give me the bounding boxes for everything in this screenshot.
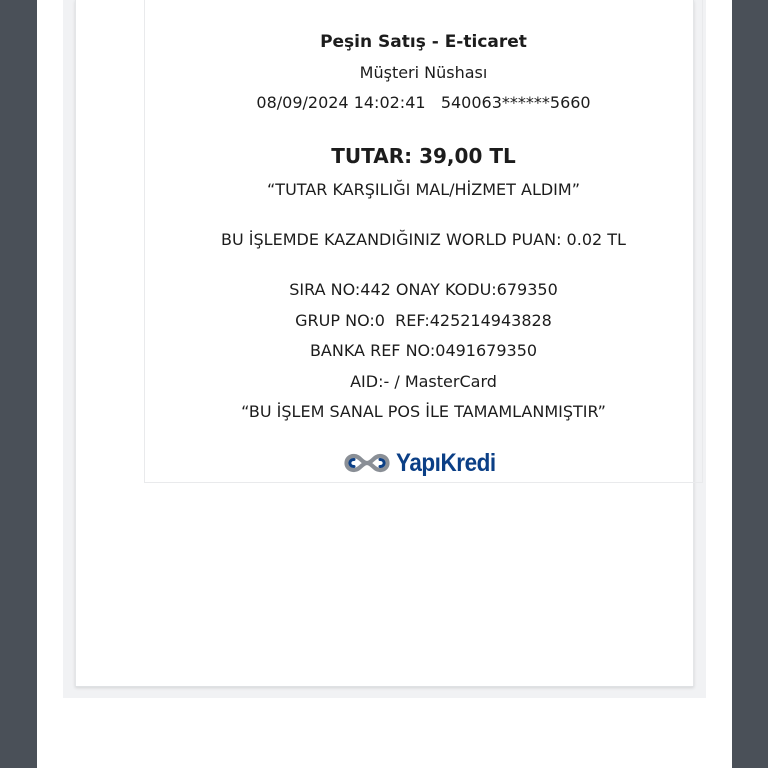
receipt-page <box>75 0 694 687</box>
receipt-slip <box>144 0 703 483</box>
receipt-amount: TUTAR: 39,00 TL <box>331 144 516 168</box>
receipt-world-points: BU İŞLEMDE KAZANDIĞINIZ WORLD PUAN: 0.02 TL <box>221 230 626 249</box>
yapikredi-logo-icon <box>340 450 394 476</box>
bank-logo-text: YapıKredi <box>396 448 496 477</box>
receipt-banka-ref: BANKA REF NO:0491679350 <box>309 341 538 360</box>
receipt-datetime-card: 08/09/2024 14:02:41 540063******5660 <box>256 93 591 112</box>
receipt-statement: “TUTAR KARŞILIĞI MAL/HİZMET ALDIM” <box>267 180 580 199</box>
receipt-grup-ref: GRUP NO:0 REF:425214943828 <box>295 311 552 330</box>
receipt-sanal-pos: “BU İŞLEM SANAL POS İLE TAMAMLANMIŞTIR” <box>241 402 606 421</box>
bank-logo <box>145 446 702 480</box>
receipt-copy-label: Müşteri Nüshası <box>359 63 488 82</box>
document-viewport[interactable] <box>37 0 732 768</box>
receipt-sira-onay: SIRA NO:442 ONAY KODU:679350 <box>289 280 558 299</box>
receipt-title: Peşin Satış - E-ticaret <box>320 32 527 52</box>
receipt-aid: AID:- / MasterCard <box>350 372 497 391</box>
